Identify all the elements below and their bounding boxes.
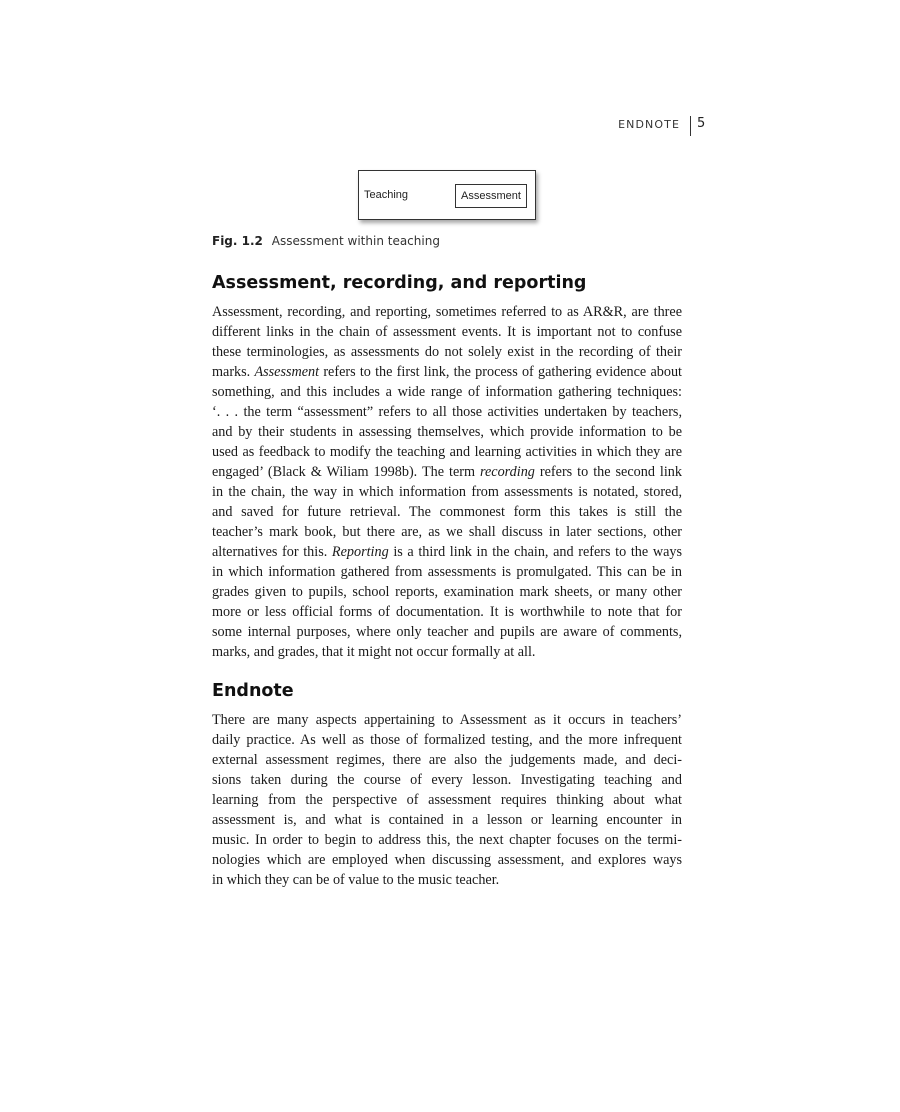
text-run: some internal purposes, where only teacher and pupils are aware of comments, (212, 624, 682, 640)
text-line (212, 482, 682, 502)
text-line: nologies which are employed when discussing assessment, and explores ways (212, 852, 682, 868)
text-line (212, 602, 682, 622)
text-run: and by their students in assessing themselves, which provide information to be (212, 424, 682, 440)
text-run: in which information gathered from assessments is promulgated. This can be in (212, 564, 682, 580)
text-line (212, 322, 682, 342)
section-paragraph-arr (212, 302, 682, 662)
text-run: engaged’ (Black & Wiliam 1998b). The term (212, 464, 480, 480)
figure-caption-number: Fig. 1.2 (212, 234, 263, 248)
text-line: daily practice. As well as those of formalized testing, and the more infrequent (212, 732, 682, 748)
running-head-title: ENDNOTE (618, 118, 680, 131)
figure-teaching-label: Teaching (364, 189, 409, 201)
text-line (212, 382, 682, 402)
text-line (212, 362, 682, 382)
text-run: alternatives for this. (212, 544, 332, 560)
running-head (600, 116, 710, 138)
text-run: marks. (212, 364, 255, 380)
text-line (212, 582, 682, 602)
text-line (212, 302, 682, 322)
text-run: teacher’s mark book, but there are, as we shall discuss in later sections, other (212, 524, 682, 540)
italic-term: recording (480, 464, 535, 480)
text-run: is a third link in the chain, and refers to the ways (388, 544, 682, 560)
text-run: Assessment, recording, and reporting, sometimes referred to as AR&R, are three (212, 304, 682, 320)
text-line (212, 462, 682, 482)
text-run: grades given to pupils, school reports, examination mark sheets, or many other (212, 584, 682, 600)
text-run: and saved for future retrieval. The commonest form this takes is still the (212, 504, 682, 520)
text-line (212, 402, 682, 422)
text-line: music. In order to begin to address this, the next chapter focuses on the termi- (212, 832, 682, 848)
text-run: ‘. . . the term “assessment” refers to all those activities undertaken by teachers, (212, 404, 682, 420)
text-line (212, 442, 682, 462)
italic-term: Assessment (254, 364, 320, 380)
text-line (212, 502, 682, 522)
figure-diagram (358, 170, 536, 220)
figure-assessment-box: Assessment (455, 184, 527, 208)
text-line (212, 622, 682, 642)
text-line: assessment is, and what is contained in a lesson or learning encounter in (212, 812, 682, 828)
text-line: external assessment regimes, there are also the judgements made, and deci- (212, 752, 682, 768)
running-head-divider (690, 116, 691, 136)
text-line (212, 642, 682, 662)
figure-caption-text: Assessment within teaching (271, 234, 440, 248)
text-line (212, 522, 682, 542)
text-run: something, and this includes a wide range of information gathering techniques: (212, 384, 682, 400)
text-line: There are many aspects appertaining to Assessment as it occurs in teachers’ (212, 712, 682, 728)
page-number: 5 (697, 116, 706, 131)
text-run: different links in the chain of assessment events. It is important not to confuse (212, 324, 682, 340)
section-heading-endnote: Endnote (212, 681, 294, 701)
text-run: used as feedback to modify the teaching and learning activities in which they are (212, 444, 682, 460)
italic-term: Reporting (331, 544, 389, 560)
text-run: more or less official forms of documentation. It is worthwhile to note that for (212, 604, 682, 620)
text-run: these terminologies, as assessments do not solely exist in the recording of their (212, 344, 682, 360)
text-run: in the chain, the way in which information from assessments is notated, stored, (212, 484, 682, 500)
section-heading-arr: Assessment, recording, and reporting (212, 273, 587, 293)
text-line (212, 542, 682, 562)
text-line (212, 422, 682, 442)
text-line: sions taken during the course of every lesson. Investigating teaching and (212, 772, 682, 788)
figure-caption (212, 234, 440, 248)
text-run: marks, and grades, that it might not occur formally at all. (212, 644, 536, 660)
text-line: learning from the perspective of assessment requires thinking about what (212, 792, 682, 808)
text-run: refers to the first link, the process of gathering evidence about (319, 364, 682, 380)
text-line (212, 342, 682, 362)
text-run: refers to the second link (534, 464, 682, 480)
section-paragraph-endnote (212, 710, 682, 890)
text-line (212, 562, 682, 582)
text-line: in which they can be of value to the music teacher. (212, 872, 500, 888)
